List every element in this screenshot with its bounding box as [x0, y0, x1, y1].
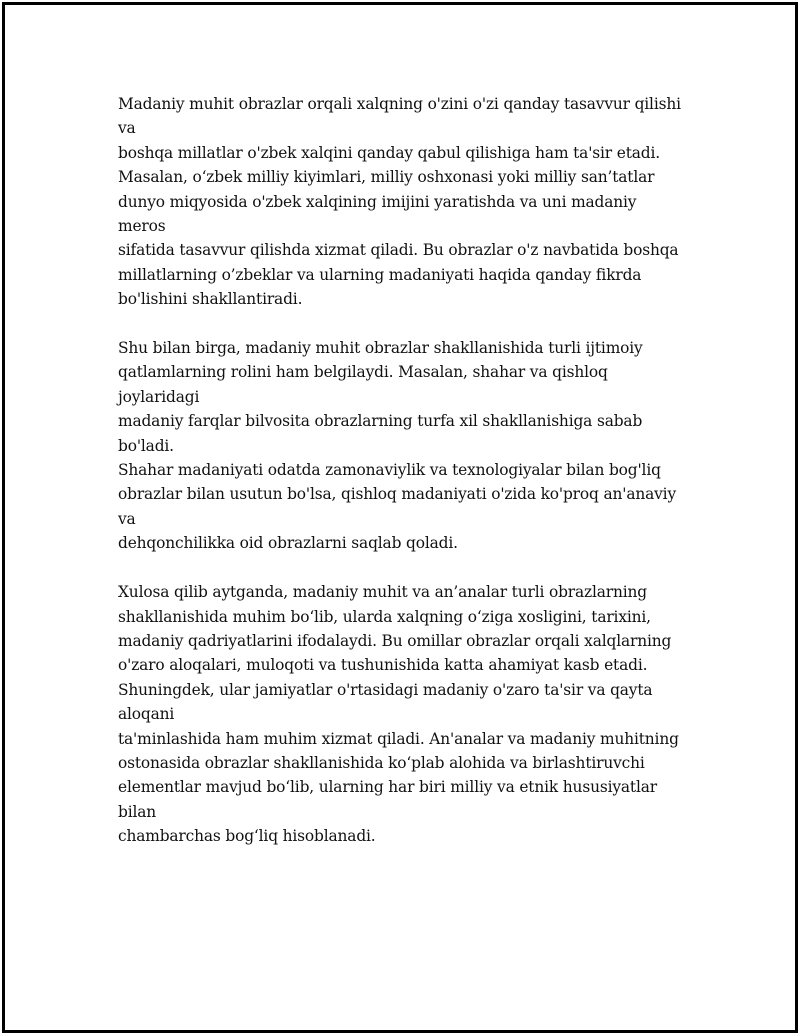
- paragraph-3: Xulosa qilib aytganda, madaniy muhit va an’analar turli obrazlarning shakllanishida muhim bo‘lib, ularda xalqning o‘ziga xosligini, tarixini, madaniy qadriyatlarini ifodalaydi. Bu omillar obrazlar orqali xalqlarning o'zaro aloqalari, muloqoti va tushunishida katta ahamiyat kasb etadi. Shuningdek, ular jamiyatlar o'rtasidagi madaniy o'zaro ta'sir va qayta aloqani ta'minlashida ham muhim xizmat qiladi. An'analar va madaniy muhitning ostonasida obrazlar shakllanishida ko‘plab alohida va birlashtiruvchi elementlar mavjud bo‘lib, ularning har biri milliy va etnik hususiyatlar bilan chambarchas bog‘liq hisoblanadi.: [118, 583, 679, 846]
- paragraph-1: Madaniy muhit obrazlar orqali xalqning o'zini o'zi qanday tasavvur qilishi va boshqa millatlar o'zbek xalqini qanday qabul qilishiga ham ta'sir etadi. Masalan, o‘zbek milliy kiyimlari, milliy oshxonasi yoki milliy san’tatlar dunyo miqyosida o'zbek xalqining imijini yaratishda va uni madaniy meros sifatida tasavvur qilishda xizmat qiladi. Bu obrazlar o'z navbatida boshqa millatlarning o’zbeklar va ularning madaniyati haqida qanday fikrda bo'lishini shakllantiradi.: [118, 95, 681, 309]
- document-body: [118, 92, 688, 873]
- paragraph-2: Shu bilan birga, madaniy muhit obrazlar shakllanishida turli ijtimoiy qatlamlarning rolini ham belgilaydi. Masalan, shahar va qishloq joylaridagi madaniy farqlar bilvosita obrazlarning turfa xil shakllanishiga sabab bo'ladi. Shahar madaniyati odatda zamonaviylik va texnologiyalar bilan bog'liq obrazlar bilan usutun bo'lsa, qishloq madaniyati o'zida ko'proq an'anaviy va dehqonchilikka oid obrazlarni saqlab qoladi.: [118, 339, 676, 553]
